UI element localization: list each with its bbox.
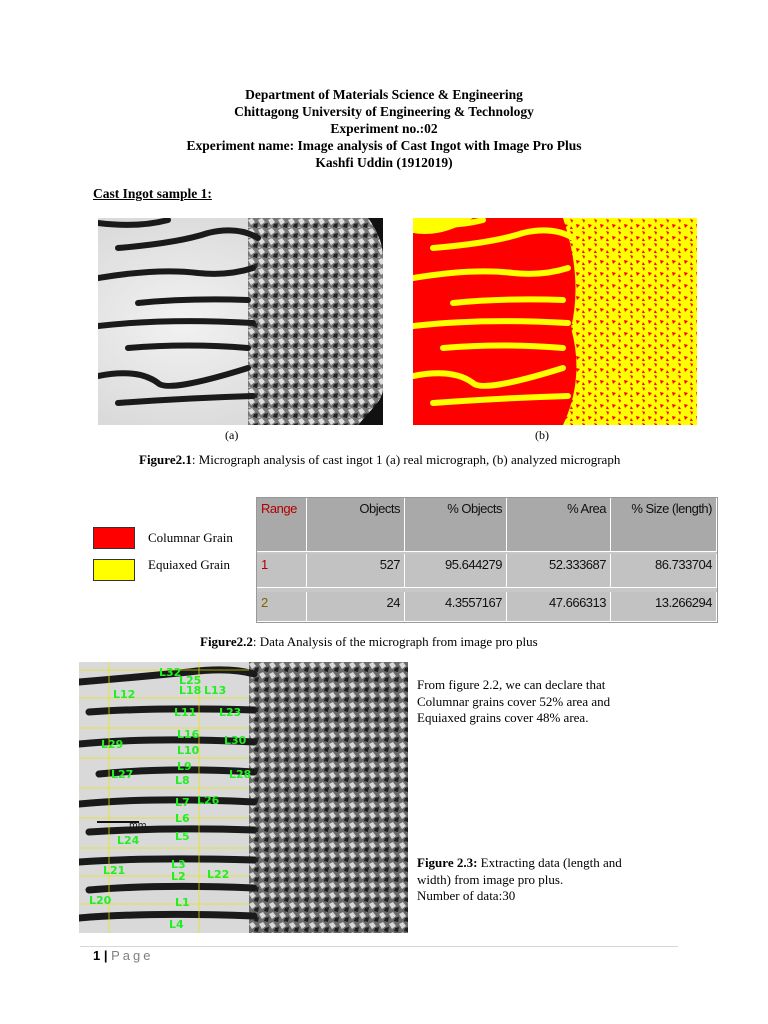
- figure-2-2-text: : Data Analysis of the micrograph from image pro plus: [252, 634, 538, 649]
- measurement-label: L23: [219, 706, 242, 719]
- figure-2-2-label: Figure2.2: [200, 634, 253, 649]
- measurement-label: L1: [175, 896, 190, 909]
- measurement-label: L24: [117, 834, 140, 847]
- measurement-label: L16: [177, 728, 200, 741]
- header-percent-area: % Area: [507, 498, 611, 552]
- figure-2-3-line-3: Number of data:30: [417, 888, 516, 903]
- figure-b-label: (b): [535, 428, 549, 442]
- scale-bar-label: mm: [129, 821, 147, 831]
- row1-range: 1: [257, 554, 307, 588]
- experiment-number: Experiment no.:02: [330, 121, 438, 136]
- department-line: Department of Materials Science & Engineering: [245, 87, 523, 102]
- measurement-label: L7: [175, 796, 190, 809]
- equiaxed-color-swatch: [93, 559, 135, 581]
- measurement-label: L27: [111, 768, 134, 781]
- header-percent-size: % Size (length): [611, 498, 717, 552]
- measurement-label: L25: [179, 674, 202, 687]
- row2-range: 2: [257, 592, 307, 622]
- university-line: Chittagong University of Engineering & Technology: [234, 104, 534, 119]
- row2-percent-objects: 4.3557167: [405, 592, 507, 622]
- table-row: [257, 592, 717, 622]
- figure-2-1-caption: [139, 452, 620, 468]
- measurement-label: L11: [174, 706, 197, 719]
- measurement-label: L12: [113, 688, 136, 701]
- measurement-label: L5: [175, 830, 190, 843]
- figure-2-3-label: Figure 2.3:: [417, 855, 478, 870]
- measurement-label: L8: [175, 774, 190, 787]
- figure-2-3-caption: [417, 855, 622, 905]
- figure-2-2-caption: [200, 634, 538, 650]
- analysis-line-3: Equiaxed grains cover 48% area.: [417, 710, 589, 725]
- analysis-line-2: Columnar grains cover 52% area and: [417, 693, 611, 709]
- measurement-label: L20: [89, 894, 112, 907]
- table-header-row: [257, 498, 717, 552]
- author-line: Kashfi Uddin (1912019): [315, 155, 453, 170]
- row2-objects: 24: [307, 592, 405, 622]
- measurement-label: L26: [197, 794, 220, 807]
- section-title: Cast Ingot sample 1:: [93, 186, 212, 201]
- row1-objects: 527: [307, 554, 405, 588]
- columnar-color-swatch: [93, 527, 135, 549]
- analysis-paragraph: [417, 677, 610, 727]
- figure-2-3-text: Extracting data (length and: [477, 855, 622, 870]
- measurement-label: L30: [224, 734, 247, 747]
- measurement-label: L9: [177, 760, 192, 773]
- measurement-label: L4: [169, 918, 184, 931]
- real-micrograph-image: [98, 218, 383, 425]
- table-row: [257, 554, 717, 588]
- measurement-label: L21: [103, 864, 126, 877]
- row1-percent-objects: 95.644279: [405, 554, 507, 588]
- row2-percent-area: 47.666313: [507, 592, 611, 622]
- header-range: Range: [257, 498, 307, 552]
- measurement-label: L29: [101, 738, 124, 751]
- measurement-label: L22: [207, 868, 230, 881]
- row1-percent-area: 52.333687: [507, 554, 611, 588]
- header-objects: Objects: [307, 498, 405, 552]
- experiment-name: Experiment name: Image analysis of Cast Ingot with Image Pro Plus: [186, 138, 582, 153]
- data-analysis-table: [256, 497, 718, 623]
- measurement-label: L28: [229, 768, 252, 781]
- footer-divider: [80, 946, 678, 947]
- page-footer: [93, 948, 153, 963]
- analysis-line-1: From figure 2.2, we can declare that: [417, 677, 606, 692]
- figure-2-1-text: : Micrograph analysis of cast ingot 1 (a) real micrograph, (b) analyzed micrograph: [191, 452, 621, 467]
- measurement-label: L10: [177, 744, 200, 757]
- measurement-label: L6: [175, 812, 190, 825]
- document-header: [0, 86, 768, 171]
- figure-2-3-line-2: width) from image pro plus.: [417, 871, 564, 887]
- row1-percent-size: 86.733704: [611, 554, 717, 588]
- measurement-label: L32: [159, 666, 182, 679]
- page-word: Page: [111, 948, 154, 963]
- page-separator: |: [100, 948, 112, 963]
- columnar-grain-label: Columnar Grain: [148, 530, 233, 545]
- header-percent-objects: % Objects: [405, 498, 507, 552]
- measurement-label: L2: [171, 870, 186, 883]
- measurement-micrograph-image: [79, 662, 408, 933]
- measurement-label: L3: [171, 858, 186, 871]
- measurement-label: L18: [179, 684, 202, 697]
- analyzed-micrograph-image: [413, 218, 697, 425]
- figure-a-label: (a): [225, 428, 239, 442]
- figure-2-1-label: Figure2.1: [139, 452, 192, 467]
- measurement-label: L13: [204, 684, 227, 697]
- equiaxed-grain-label: Equiaxed Grain: [148, 557, 230, 572]
- row2-percent-size: 13.266294: [611, 592, 717, 622]
- page-number: 1: [93, 948, 101, 963]
